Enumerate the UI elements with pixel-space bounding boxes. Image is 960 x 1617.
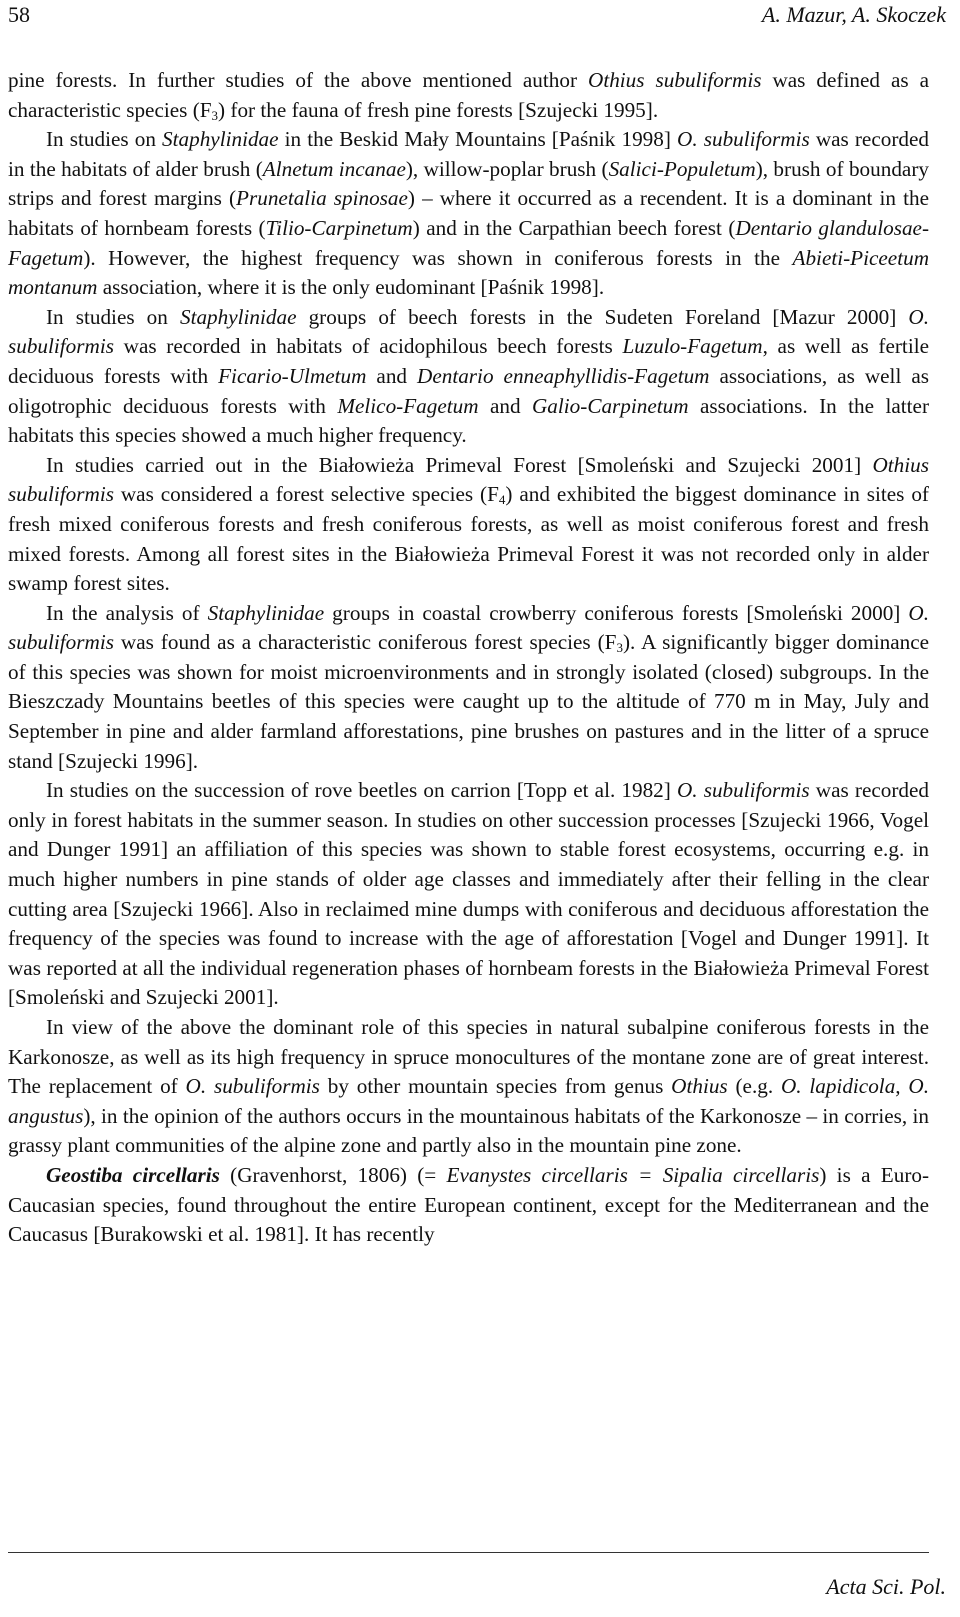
italic-text: O. subuliformis xyxy=(8,304,929,359)
text-run: ), brush of boundary strips and forest margins ( xyxy=(8,156,929,211)
text-run: , as well as fertile deciduous forests with xyxy=(8,334,929,388)
italic-text: Tilio-Carpinetum xyxy=(265,215,413,240)
text-run: ), willow-poplar brush ( xyxy=(405,156,609,181)
text-run: was defined as a characteristic species (F xyxy=(8,68,929,122)
italic-text: O. subuliformis xyxy=(676,778,810,803)
paragraph xyxy=(8,1161,929,1250)
text-run: and xyxy=(478,393,532,418)
paragraph xyxy=(8,1013,929,1161)
text-run: ) for the fauna of fresh pine forests [Szujecki 1995]. xyxy=(218,97,659,122)
text-run: (Gravenhorst, 1806) (= xyxy=(219,1162,447,1187)
italic-text: Alnetum incanae xyxy=(262,156,406,181)
italic-text: Dentario glandulosae-Fagetum xyxy=(8,215,930,270)
italic-text: Staphylinidae xyxy=(207,600,325,625)
text-run: ), in the opinion of the authors occurs in the mountainous habitats of the Karkonosze – in corries, in grassy plant communities of the alpine zone and partly also in the mountain pine zone. xyxy=(8,1103,929,1158)
text-run: In studies on the succession of rove beetles on carrion [Topp et al. 1982] xyxy=(46,778,677,803)
italic-text: O. lapidicola, O. angustus xyxy=(8,1074,929,1128)
text-run: was recorded only in forest habitats in the summer season. In studies on other succession processes [Szujecki 1966, Vogel and Dunger 1991] an affiliation of this species was shown to stable forest ecosystems, occurring e.g. in much higher numbers in pine stands of older age classes and immediately after their felling in the clear cutting area [Szujecki 1966]. Also in reclaimed mine dumps with coniferous and deciduous afforestation the frequency of the species was found to increase with the age of afforestation [Vogel and Dunger 1991]. It was reported at all the individual regeneration phases of hornbeam forests in the Białowieża Primeval Forest [Smoleński and Szujecki 2001]. xyxy=(8,778,929,1010)
italic-text: O. subuliformis xyxy=(8,600,929,655)
text-run: was recorded in habitats of acidophilous beech forests xyxy=(113,334,623,359)
italic-text: O. subuliformis xyxy=(185,1074,320,1099)
text-run: was recorded in the habitats of alder brush ( xyxy=(8,127,929,181)
text-run: associations. In the latter habitats this species showed a much higher frequency. xyxy=(8,393,930,448)
text-run: pine forests. In further studies of the above mentioned author xyxy=(8,68,589,92)
body-text xyxy=(8,66,929,1250)
italic-text: Galio-Carpinetum xyxy=(532,393,689,418)
text-run: ) and in the Carpathian beech forest ( xyxy=(412,215,736,240)
text-run: In the analysis of xyxy=(46,600,208,625)
italic-text: Othius subuliformis xyxy=(8,452,929,507)
italic-text: Salici-Populetum xyxy=(608,156,756,181)
text-run: was considered a forest selective species (F xyxy=(113,482,499,507)
italic-text: O. subuliformis xyxy=(677,127,810,152)
text-run: by other mountain species from genus xyxy=(319,1074,672,1099)
text-run: ) is a Euro-Caucasian species, found throughout the entire European continent, except for the Mediterranean and the Caucasus [Burakowski et al. 1981]. It has recently xyxy=(8,1162,930,1247)
text-run: groups of beech forests in the Sudeten Foreland [Mazur 2000] xyxy=(296,304,909,329)
paragraph xyxy=(8,599,929,777)
text-run: In studies carried out in the Białowieża Primeval Forest [Smoleński and Szujecki 2001] xyxy=(46,452,873,477)
footer-rule xyxy=(8,1552,929,1553)
text-run: ). However, the highest frequency was shown in coniferous forests in the xyxy=(83,245,793,270)
subscript: 3 xyxy=(211,107,219,123)
species-heading: Geostiba circellaris xyxy=(46,1162,220,1187)
italic-text: Abieti-Piceetum montanum xyxy=(8,245,929,300)
text-run: In studies on xyxy=(46,304,180,329)
paragraph xyxy=(8,776,929,1013)
text-run: in the Beskid Mały Mountains [Paśnik 1998] xyxy=(278,127,678,152)
italic-text: Othius subuliformis xyxy=(588,68,762,92)
text-run: In view of the above the dominant role of this species in natural subalpine coniferous forests in the Karkonosze, as well as its high frequency in spruce monocultures of the montane zone are of great interest. The replacement of xyxy=(8,1015,929,1099)
text-run: association, where it is the only eudominant [Paśnik 1998]. xyxy=(97,275,605,300)
italic-text: Luzulo-Fagetum xyxy=(622,334,763,359)
paragraph xyxy=(8,303,929,451)
italic-text: Othius xyxy=(671,1074,728,1099)
italic-text: Staphylinidae xyxy=(162,127,279,152)
italic-text: Melico-Fagetum xyxy=(337,393,479,418)
paragraph xyxy=(8,125,929,303)
italic-text: Ficario-Ulmetum xyxy=(218,363,367,388)
text-run: associations, as well as oligotrophic deciduous forests with xyxy=(8,363,929,418)
italic-text: Prunetalia spinosae xyxy=(236,186,408,211)
paragraph xyxy=(8,451,929,599)
italic-text: Dentario enneaphyllidis-Fagetum xyxy=(417,363,710,388)
footer-journal: Acta Sci. Pol. xyxy=(826,1574,946,1599)
text-run: and xyxy=(366,363,418,388)
text-run: ). A significantly bigger dominance of this species was shown for moist microenvironments and in strongly isolated (closed) subgroups. In the Bieszczady Mountains beetles of this species were caught up to the altitude of 770 m in May, July and September in pine and alder farmland afforestations, pine brushes on pastures and in the litter of a spruce stand [Szujecki 1996]. xyxy=(8,630,930,773)
page-header xyxy=(8,2,946,32)
text-run: was found as a characteristic coniferous forest species (F xyxy=(113,630,617,655)
text-run: groups in coastal crowberry coniferous forests [Smoleński 2000] xyxy=(324,600,909,625)
text-run: In studies on xyxy=(46,127,163,152)
page-number: 58 xyxy=(8,2,30,27)
subscript: 4 xyxy=(498,492,506,508)
text-run: (e.g. xyxy=(727,1074,781,1099)
text-run: ) and exhibited the biggest dominance in sites of fresh mixed coniferous forests and fresh coniferous forests, as well as moist coniferous forest and fresh mixed forests. Among all forest sites in the Białowieża Primeval Forest it was not recorded only in alder swamp forest sites. xyxy=(8,482,929,596)
italic-text: Evanystes circellaris = Sipalia circellaris xyxy=(446,1162,820,1187)
running-head-authors: A. Mazur, A. Skoczek xyxy=(761,2,946,27)
paragraph xyxy=(8,66,929,125)
subscript: 3 xyxy=(616,640,623,656)
text-run: ) – where it occurred as a recendent. It is a dominant in the habitats of hornbeam forests ( xyxy=(8,186,929,240)
italic-text: Staphylinidae xyxy=(179,304,297,329)
